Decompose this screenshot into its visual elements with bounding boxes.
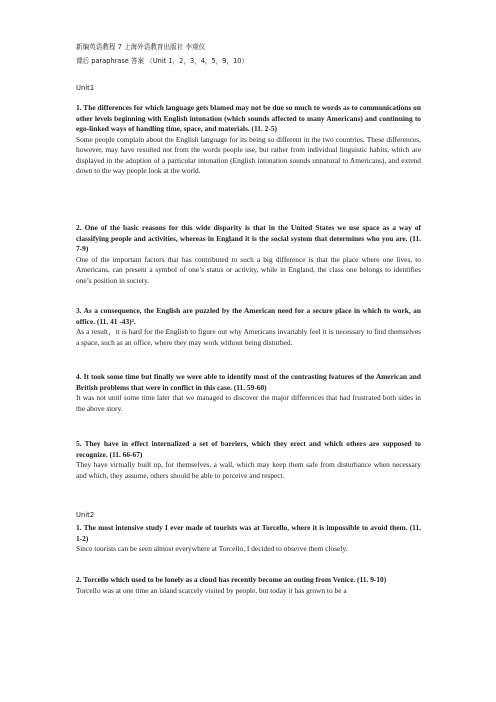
paraphrase-answer: Some people complain about the English language for its being so different in the two countries. These differences, however, may have resulted not from the words people use, but rather from individual linguistic habits, which are displayed in the adoption of a particular intonation (English intonation sounds unnatural to Americans), and extend down to the way people look at the world. [76,134,421,175]
paraphrase-question: 3. As a consequence, the English are puzzled by the American need for a secure place in which to work, an office. (11. 41 -43)³. [76,306,421,326]
unit-1-item-3 [76,306,421,348]
paraphrase-question: 5. They have in effect internalized a set of barriers, which they erect and which others are supposed to recognize. (11. 66-67) [76,439,421,459]
unit-1-item-1 [76,103,421,177]
paraphrase-answer: As a result，it is hard for the English to figure out why Americans invariably feel it is necessary to find themselves a space, such as an office, where they may work without being disturbed. [76,327,421,347]
paraphrase-answer: It was not until some time later that we managed to discover the major differences that had frustrated both sides in the above story. [76,393,421,413]
header-line-1: 新编英语教程 7 上海外语教育出版社 李观仪 [76,43,206,51]
unit-1-item-2 [76,223,421,286]
unit-1-item-5 [76,439,421,481]
header-line-2: 课后 paraphrase 答案 （Unit 1，2，3，4，5，9，10） [76,57,249,65]
paraphrase-answer: Since tourists can be seen almost everywhere at Torcello, I decided to observe them closely. [76,544,348,553]
paraphrase-question: 1. The most intensive study I ever made of tourists was at Torcello, where it is impossible to avoid them. (11. 1-2) [76,523,421,543]
paraphrase-question: 2. One of the basic reasons for this wide disparity is that in the United States we use space as a way of classifying people and activities, whereas in England it is the social system that determines who you are. (11. 7-9) [76,223,421,253]
unit-1-item-4 [76,372,421,414]
paraphrase-question: 4. It took some time but finally we were able to identify most of the contrasting features of the American and British problems that were in conflict in this case. (11. 59-60) [76,372,421,392]
paraphrase-question: 2. Torcello which used to be lonely as a cloud has recently become an outing from Venice. (11. 9-10) [76,575,387,584]
unit-2-item-2 [76,575,421,596]
paraphrase-question: 1. The differences for which language gets blamed may not be due so much to words as to communications on other levels beginning with English intonation (which sounds affected to many Americans) and continuing to ego-linked ways of handling time, space, and materials. (11. 2-5) [76,103,421,133]
paraphrase-answer: Torcello was at one time an island scarcely visited by people, but today it has grown to be a [76,585,347,595]
unit-1-title: Unit1 [76,84,95,92]
unit-2-title: Unit2 [76,511,95,519]
paraphrase-answer: One of the important factors that has contributed to such a big difference is that the place where one lives, to Americans, can present a symbol of one’s status or activity, while in England, the class one belongs to identifies one’s position in society. [76,254,421,285]
paraphrase-answer: They have virtually built up, for themselves, a wall, which may keep them safe from disturbance when necessary and which, they assume, others should be able to perceive and respect. [76,460,421,480]
unit-2-item-1 [76,523,421,555]
